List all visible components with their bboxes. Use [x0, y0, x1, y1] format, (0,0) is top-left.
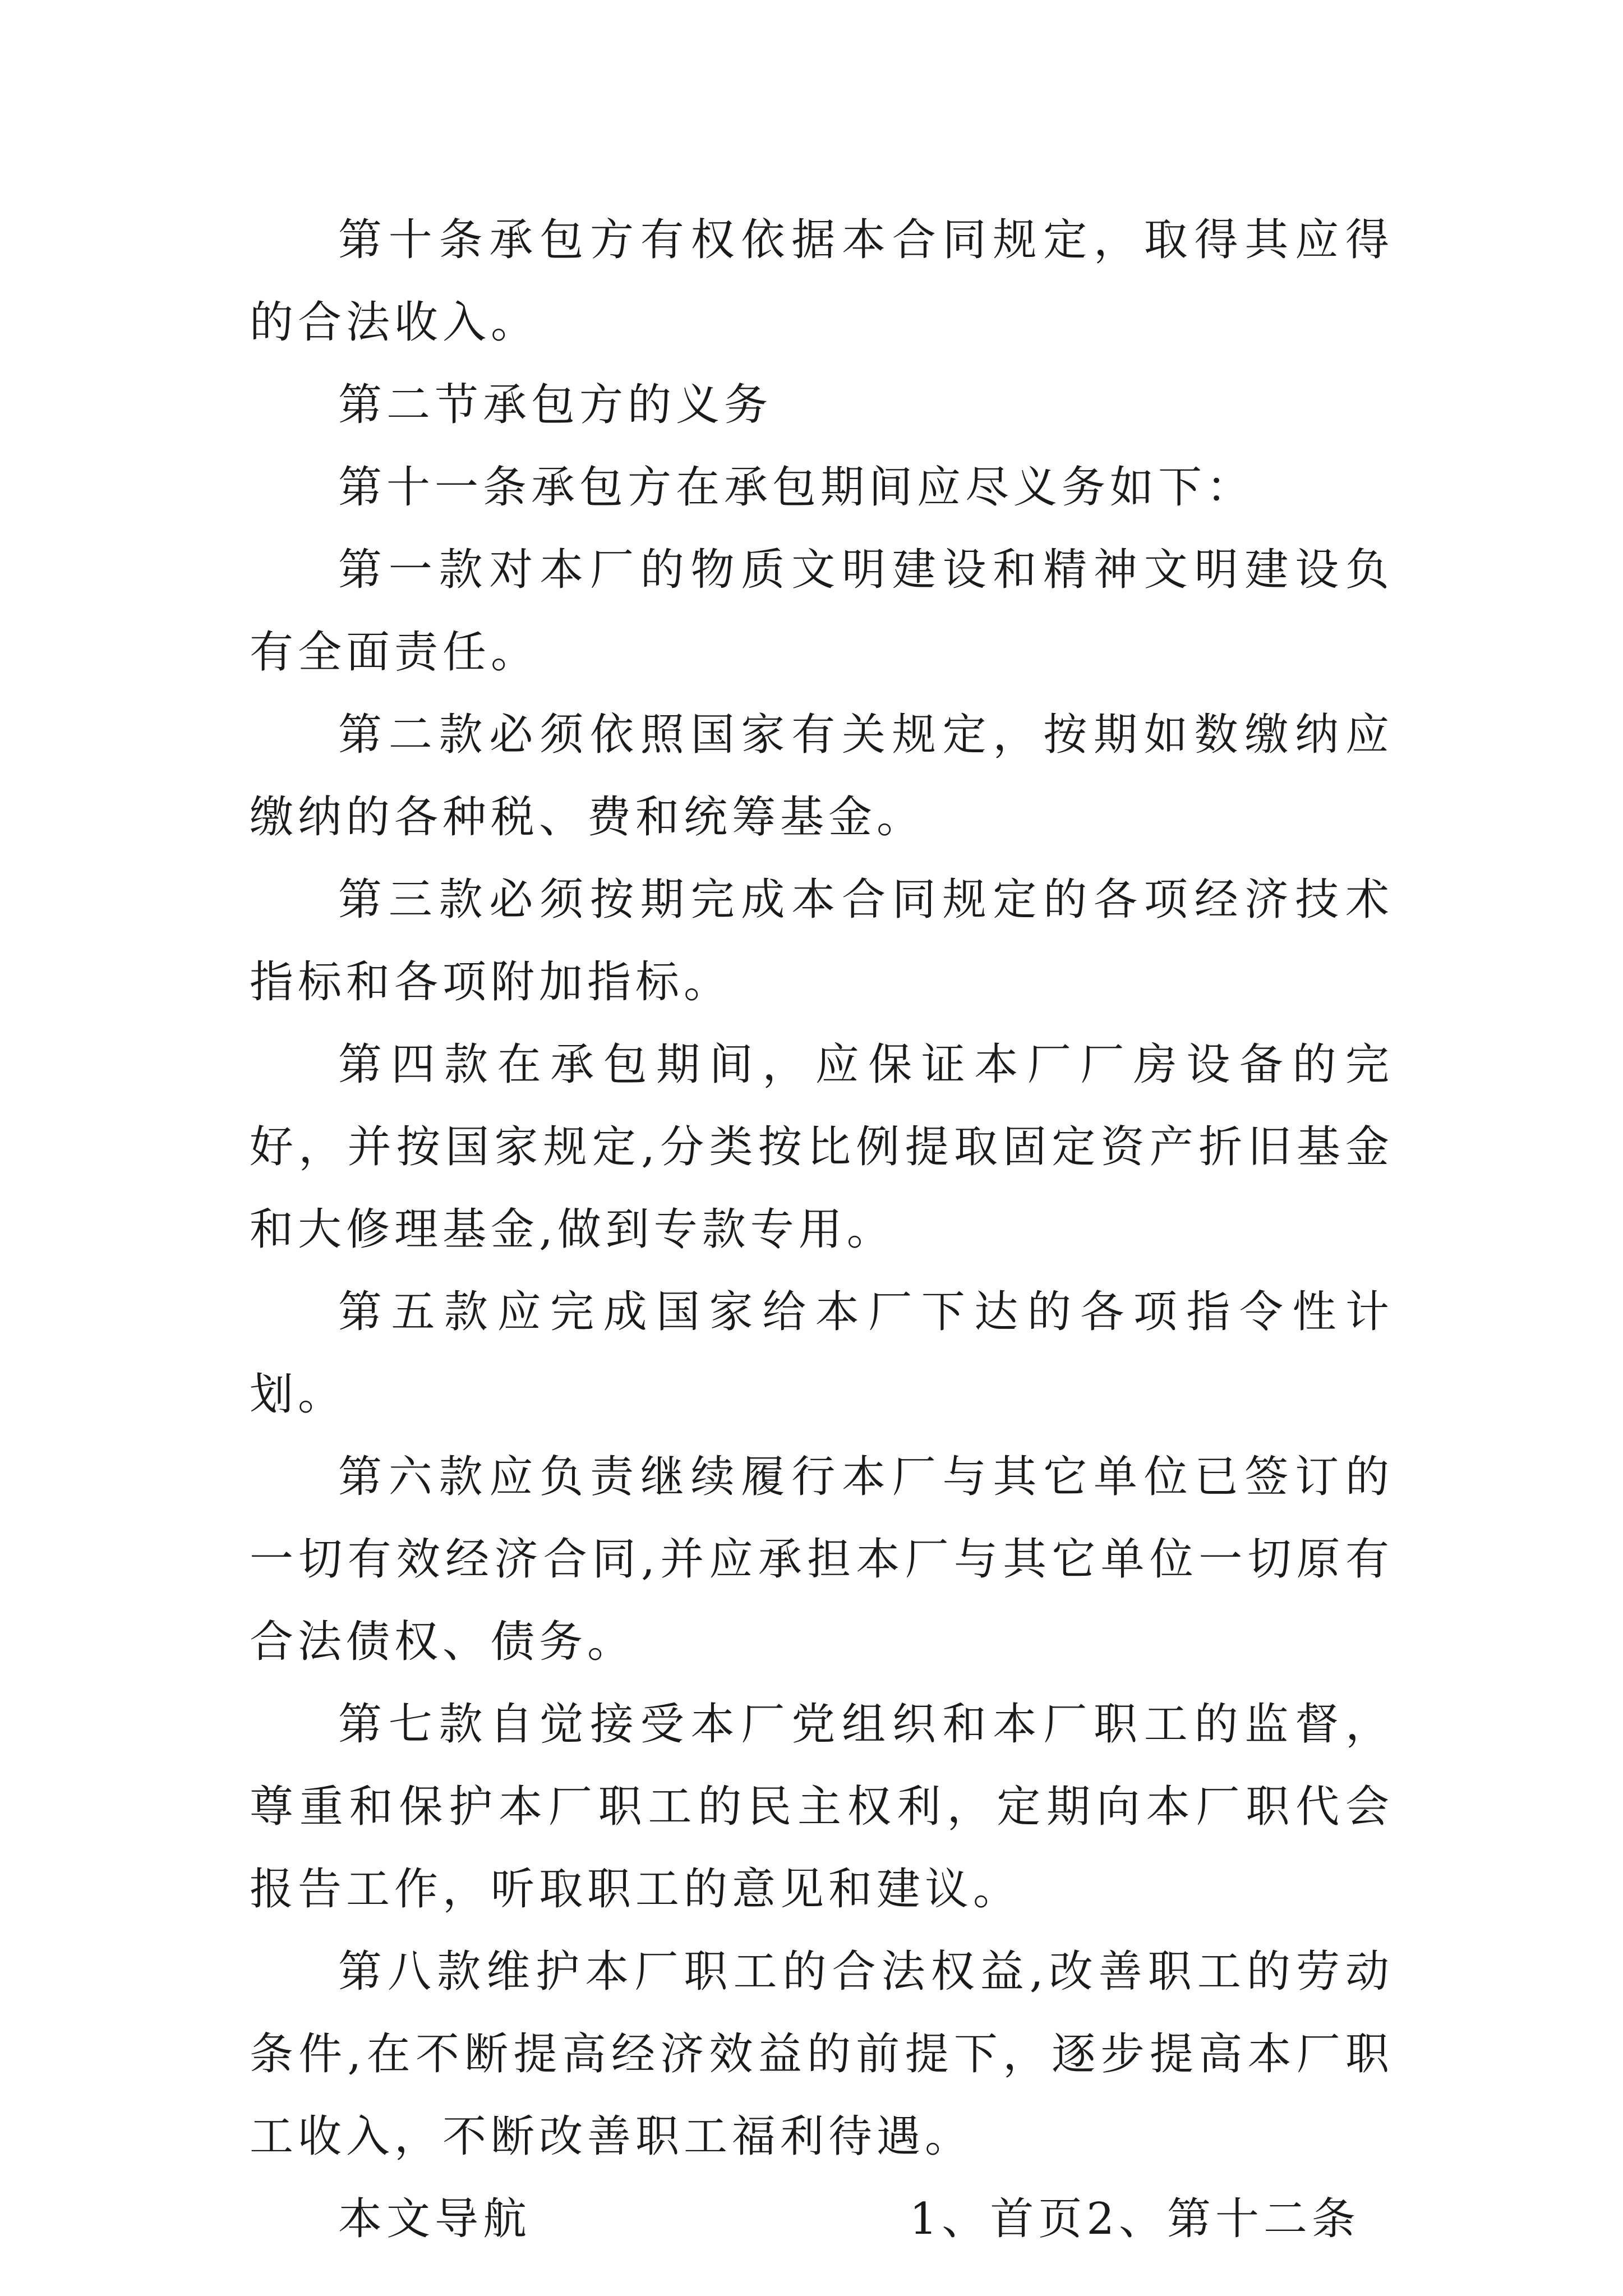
nav-title: 本文导航: [338, 2194, 532, 2244]
paragraph-article-11: 第十一条承包方在承包期间应尽义务如下：: [338, 462, 1255, 513]
paragraph-clause-2: 第二款必须依照国家有关规定，按期如数缴纳应缴纳的各种税、费和统筹基金。: [250, 710, 1394, 843]
article-navigation: [250, 2178, 1394, 2261]
paragraph-article-10: 第十条承包方有权依据本合同规定，取得其应得的合法收入。: [250, 215, 1394, 348]
paragraph-clause-5: 第五款应完成国家给本厂下达的各项指令性计划。: [250, 1287, 1394, 1420]
paragraph-clause-6: 第六款应负责继续履行本厂与其它单位已签订的一切有效经济合同,并应承担本厂与其它单位一切原有合法债权、债务。: [250, 1452, 1394, 1667]
nav-links: [910, 2178, 1394, 2261]
nav-link-article-12[interactable]: 2、第十二条: [1086, 2194, 1360, 2244]
paragraph-clause-8: 第八款维护本厂职工的合法权益,改善职工的劳动条件,在不断提高经济效益的前提下，逐步提高本厂职工收入，不断改善职工福利待遇。: [250, 1947, 1394, 2162]
section-heading-obligations: 第二节承包方的义务: [338, 380, 773, 430]
paragraph-clause-1: 第一款对本厂的物质文明建设和精神文明建设负有全面责任。: [250, 545, 1394, 678]
nav-link-home[interactable]: 1、首页: [909, 2194, 1087, 2244]
paragraph-clause-7: 第七款自觉接受本厂党组织和本厂职工的监督，尊重和保护本厂职工的民主权利，定期向本厂职代会报告工作，听取职工的意见和建议。: [250, 1699, 1394, 1915]
document-page: [250, 199, 1394, 2261]
paragraph-clause-4: 第四款在承包期间，应保证本厂厂房设备的完好，并按国家规定,分类按比例提取固定资产折旧基金和大修理基金,做到专款专用。: [250, 1039, 1394, 1255]
paragraph-clause-3: 第三款必须按期完成本合同规定的各项经济技术指标和各项附加指标。: [250, 875, 1394, 1007]
